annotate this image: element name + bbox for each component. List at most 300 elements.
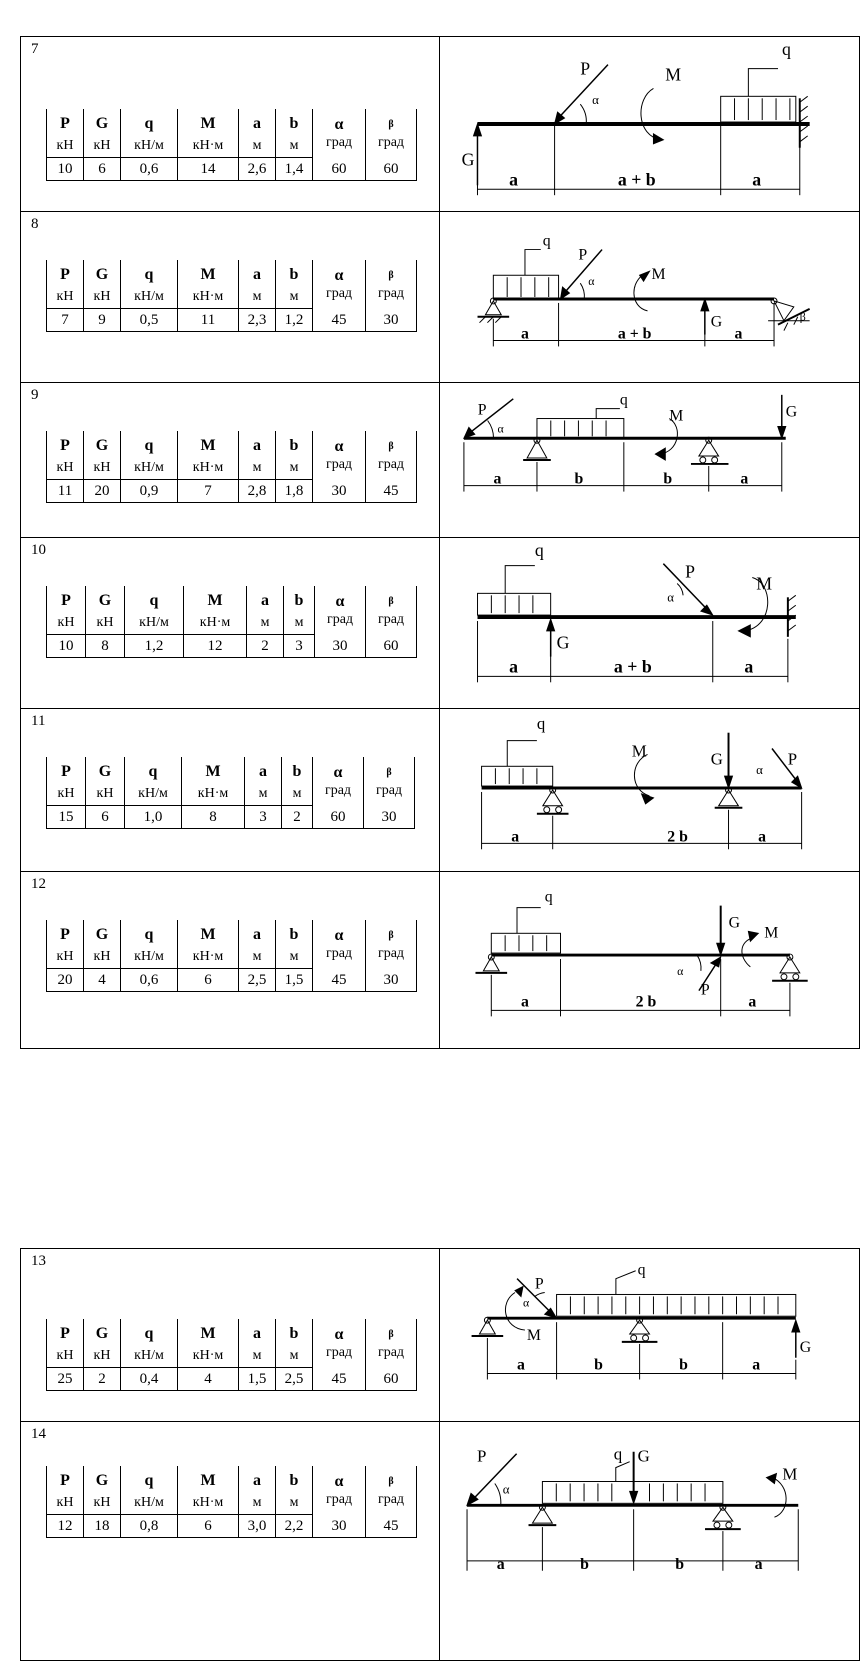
beam-scheme — [440, 1422, 859, 1660]
header-M: M — [178, 260, 239, 286]
roller-support — [543, 790, 563, 806]
unit-q: кН/м — [121, 1345, 178, 1368]
unit-b: м — [276, 135, 313, 158]
header-a: a — [239, 1466, 276, 1492]
value-M: 7 — [178, 480, 239, 503]
variant-14-scheme — [440, 1422, 859, 1660]
label-P: P — [578, 246, 588, 264]
value-q: 0,6 — [121, 158, 178, 181]
header-P: P — [47, 757, 86, 783]
variant-number: 11 — [31, 713, 46, 729]
unit-G: кН — [86, 783, 125, 806]
variant-number: 14 — [31, 1426, 46, 1442]
label-q: q — [534, 539, 544, 560]
header-a: a — [239, 109, 276, 135]
value-a: 2,6 — [239, 158, 276, 181]
value-alpha: 30 — [315, 635, 366, 658]
header-G: G — [84, 431, 121, 457]
label-q: q — [781, 38, 791, 59]
value-P: 15 — [47, 806, 86, 829]
header-a: a — [247, 586, 284, 612]
value-G: 18 — [84, 1515, 121, 1538]
unit-a: м — [239, 286, 276, 309]
label-M: M — [631, 741, 647, 761]
pin-support — [483, 957, 499, 971]
header-b: b — [276, 431, 313, 457]
header-alpha: α град — [313, 1319, 366, 1368]
variant-number: 9 — [31, 387, 39, 403]
value-beta: 60 — [366, 635, 417, 658]
header-P: P — [47, 260, 84, 286]
dim-a: a — [754, 1555, 763, 1573]
distributed-load-q — [478, 593, 551, 615]
value-alpha: 45 — [313, 309, 366, 332]
distributed-load-q — [482, 766, 553, 786]
value-alpha: 60 — [313, 158, 366, 181]
label-M: M — [764, 924, 779, 942]
moment-M — [742, 937, 754, 967]
header-q: q — [121, 431, 178, 457]
value-a: 2,3 — [239, 309, 276, 332]
label-P: P — [580, 58, 591, 79]
header-alpha: α град — [313, 1466, 366, 1515]
header-G: G — [84, 920, 121, 946]
parameter-table — [46, 260, 417, 332]
dim-a: a — [520, 993, 529, 1011]
header-q: q — [121, 920, 178, 946]
label-G: G — [785, 403, 798, 421]
value-beta: 45 — [366, 1515, 417, 1538]
value-M: 12 — [184, 635, 247, 658]
unit-q: кН/м — [121, 946, 178, 969]
parameter-table — [46, 109, 417, 181]
header-b: b — [276, 1466, 313, 1492]
value-a: 3,0 — [239, 1515, 276, 1538]
header-G: G — [84, 1319, 121, 1345]
variant-11-scheme — [440, 709, 859, 871]
value-q: 0,8 — [121, 1515, 178, 1538]
header-b: b — [276, 1319, 313, 1345]
variant-number: 8 — [31, 216, 39, 232]
label-P: P — [534, 1275, 544, 1293]
distributed-load-q — [491, 933, 560, 953]
value-alpha: 45 — [313, 1368, 366, 1391]
dim-b: b — [574, 470, 584, 488]
header-b: b — [276, 260, 313, 286]
variant-7-scheme — [440, 37, 859, 211]
value-M: 6 — [178, 969, 239, 992]
variant-10-scheme — [440, 538, 859, 708]
distributed-load-q — [721, 96, 796, 122]
label-q: q — [536, 713, 546, 733]
beam-scheme — [440, 538, 859, 708]
dim-a: a — [517, 1356, 525, 1374]
value-G: 2 — [84, 1368, 121, 1391]
label-alpha: α — [497, 421, 504, 436]
header-M: M — [178, 1466, 239, 1492]
dim-b: b — [594, 1356, 603, 1374]
value-a: 2,8 — [239, 480, 276, 503]
parameter-table — [46, 586, 417, 658]
unit-a: м — [239, 457, 276, 480]
label-alpha: α — [588, 274, 595, 289]
header-P: P — [47, 1319, 84, 1345]
label-M: M — [782, 1464, 798, 1484]
label-G: G — [556, 632, 570, 653]
moment-M — [641, 88, 661, 139]
dim-a: a — [493, 470, 502, 488]
header-q: q — [121, 260, 178, 286]
header-alpha: α град — [313, 431, 366, 480]
unit-P: кН — [47, 135, 84, 158]
value-G: 4 — [84, 969, 121, 992]
variant-9-scheme — [440, 383, 859, 537]
value-P: 25 — [47, 1368, 84, 1391]
header-a: a — [239, 920, 276, 946]
label-q: q — [544, 888, 553, 906]
distributed-load-q — [557, 1294, 796, 1316]
header-alpha: α град — [313, 260, 366, 309]
label-M: M — [665, 64, 682, 85]
header-alpha: α град — [315, 586, 366, 635]
header-beta: β град — [366, 920, 417, 969]
pin-support — [719, 790, 739, 806]
value-alpha: 30 — [313, 480, 366, 503]
roller-support — [713, 1507, 733, 1521]
header-M: M — [178, 1319, 239, 1345]
value-b: 1,4 — [276, 158, 313, 181]
header-alpha: α град — [313, 109, 366, 158]
unit-b: м — [276, 1492, 313, 1515]
header-beta: β град — [366, 109, 417, 158]
unit-G: кН — [84, 946, 121, 969]
label-q: q — [613, 1444, 623, 1464]
dim-a: a — [758, 828, 767, 846]
header-alpha: α град — [313, 920, 366, 969]
value-a: 2 — [247, 635, 284, 658]
dim-b: b — [675, 1555, 685, 1573]
dim-a-plus-b: a + b — [617, 169, 656, 190]
label-P: P — [700, 981, 710, 999]
header-P: P — [47, 920, 84, 946]
unit-G: кН — [84, 135, 121, 158]
unit-q: кН/м — [121, 1492, 178, 1515]
label-P: P — [787, 749, 798, 769]
header-beta: β град — [364, 757, 415, 806]
header-alpha: α град — [313, 757, 364, 806]
value-P: 20 — [47, 969, 84, 992]
parameter-table — [46, 1466, 417, 1538]
unit-P: кН — [47, 457, 84, 480]
value-P: 12 — [47, 1515, 84, 1538]
moment-M — [634, 754, 649, 795]
header-beta: β град — [366, 586, 417, 635]
dim-a: a — [748, 993, 757, 1011]
value-alpha: 30 — [313, 1515, 366, 1538]
header-G: G — [84, 109, 121, 135]
value-b: 1,2 — [276, 309, 313, 332]
unit-q: кН/м — [121, 135, 178, 158]
variant-11 — [20, 708, 860, 872]
header-q: q — [121, 109, 178, 135]
variant-7-data — [21, 37, 440, 211]
variant-number: 13 — [31, 1253, 46, 1269]
unit-a: м — [239, 1492, 276, 1515]
value-b: 1,8 — [276, 480, 313, 503]
beam-scheme — [440, 383, 859, 537]
unit-G: кН — [84, 1492, 121, 1515]
unit-b: м — [276, 1345, 313, 1368]
header-G: G — [86, 757, 125, 783]
label-alpha: α — [677, 963, 684, 978]
unit-P: кН — [47, 946, 84, 969]
value-b: 2,5 — [276, 1368, 313, 1391]
value-G: 20 — [84, 480, 121, 503]
value-alpha: 45 — [313, 969, 366, 992]
variant-13-data — [21, 1249, 440, 1421]
unit-q: кН/м — [121, 286, 178, 309]
header-a: a — [245, 757, 282, 783]
parameter-table — [46, 431, 417, 503]
parameter-table — [46, 1319, 417, 1391]
value-P: 11 — [47, 480, 84, 503]
label-G: G — [799, 1338, 812, 1356]
unit-a: м — [247, 612, 284, 635]
value-b: 2 — [282, 806, 313, 829]
parameter-table — [46, 757, 415, 829]
variant-12-scheme — [440, 872, 859, 1048]
variant-14-data — [21, 1422, 440, 1660]
value-b: 2,2 — [276, 1515, 313, 1538]
label-M: M — [669, 407, 684, 425]
dim-a: a — [511, 828, 520, 846]
unit-q: кН/м — [125, 612, 184, 635]
header-a: a — [239, 1319, 276, 1345]
value-G: 6 — [86, 806, 125, 829]
unit-a: м — [239, 135, 276, 158]
variant-8-scheme — [440, 212, 859, 382]
variant-9 — [20, 382, 860, 538]
unit-b: м — [276, 286, 313, 309]
variant-12-data — [21, 872, 440, 1048]
dim-a: a — [521, 325, 529, 343]
value-M: 6 — [178, 1515, 239, 1538]
dim-2b: 2 b — [635, 993, 657, 1011]
value-P: 7 — [47, 309, 84, 332]
value-q: 0,9 — [121, 480, 178, 503]
unit-q: кН/м — [121, 457, 178, 480]
header-G: G — [84, 260, 121, 286]
value-P: 10 — [47, 158, 84, 181]
unit-P: кН — [47, 1345, 84, 1368]
value-q: 1,2 — [125, 635, 184, 658]
value-G: 6 — [84, 158, 121, 181]
value-beta: 60 — [366, 1368, 417, 1391]
header-q: q — [125, 586, 184, 612]
header-M: M — [182, 757, 245, 783]
value-q: 1,0 — [125, 806, 182, 829]
header-beta: β град — [366, 431, 417, 480]
label-beta: β — [799, 309, 806, 324]
header-b: b — [282, 757, 313, 783]
unit-P: кН — [47, 783, 86, 806]
value-beta: 30 — [366, 309, 417, 332]
header-P: P — [47, 586, 86, 612]
pin-support — [485, 301, 501, 315]
header-M: M — [178, 431, 239, 457]
label-G: G — [637, 1446, 650, 1466]
beam-scheme — [440, 212, 859, 382]
header-M: M — [178, 109, 239, 135]
label-M: M — [756, 573, 773, 594]
unit-a: м — [245, 783, 282, 806]
header-b: b — [276, 920, 313, 946]
roller-support — [699, 440, 719, 456]
variant-8-data — [21, 212, 440, 382]
header-M: M — [178, 920, 239, 946]
unit-M: кН·м — [184, 612, 247, 635]
variant-12 — [20, 871, 860, 1049]
dim-a: a — [752, 1356, 761, 1374]
dim-b: b — [663, 470, 673, 488]
label-q: q — [542, 232, 551, 250]
header-beta: β град — [366, 1466, 417, 1515]
value-beta: 60 — [366, 158, 417, 181]
unit-M: кН·м — [182, 783, 245, 806]
unit-G: кН — [84, 286, 121, 309]
dim-a-plus-b: a + b — [617, 325, 652, 343]
label-q: q — [619, 391, 628, 409]
unit-P: кН — [47, 286, 84, 309]
pin-support — [479, 1320, 495, 1334]
dim-a: a — [744, 656, 754, 677]
label-alpha: α — [502, 1482, 510, 1497]
value-P: 10 — [47, 635, 86, 658]
dim-b: b — [580, 1555, 589, 1573]
unit-G: кН — [84, 1345, 121, 1368]
variant-number: 10 — [31, 542, 46, 558]
variant-13-scheme — [440, 1249, 859, 1421]
unit-b: м — [284, 612, 315, 635]
header-beta: β град — [366, 260, 417, 309]
variant-7 — [20, 36, 860, 212]
value-beta: 30 — [366, 969, 417, 992]
unit-b: м — [276, 946, 313, 969]
variant-number: 7 — [31, 41, 39, 57]
unit-b: м — [276, 457, 313, 480]
value-G: 8 — [86, 635, 125, 658]
unit-M: кН·м — [178, 135, 239, 158]
beam-scheme — [440, 709, 859, 871]
variant-10 — [20, 537, 860, 709]
header-b: b — [284, 586, 315, 612]
value-M: 8 — [182, 806, 245, 829]
value-a: 1,5 — [239, 1368, 276, 1391]
label-alpha: α — [667, 590, 675, 605]
value-b: 1,5 — [276, 969, 313, 992]
roller-support — [630, 1320, 650, 1334]
header-P: P — [47, 1466, 84, 1492]
label-G: G — [461, 149, 475, 170]
label-alpha: α — [522, 1295, 530, 1310]
variant-14 — [20, 1421, 860, 1661]
value-q: 0,5 — [121, 309, 178, 332]
unit-b: м — [282, 783, 313, 806]
beam-scheme — [440, 37, 859, 211]
beam-scheme — [440, 872, 859, 1048]
dim-a: a — [752, 169, 762, 190]
unit-M: кН·м — [178, 946, 239, 969]
header-q: q — [121, 1466, 178, 1492]
unit-P: кН — [47, 612, 86, 635]
label-alpha: α — [756, 763, 763, 778]
variant-9-data — [21, 383, 440, 537]
label-P: P — [476, 1446, 487, 1466]
value-beta: 45 — [366, 480, 417, 503]
label-P: P — [477, 401, 487, 419]
unit-G: кН — [84, 457, 121, 480]
dim-2b: 2 b — [667, 828, 688, 846]
value-M: 11 — [178, 309, 239, 332]
value-b: 3 — [284, 635, 315, 658]
variant-10-data — [21, 538, 440, 708]
parameter-table — [46, 920, 417, 992]
dim-a: a — [509, 169, 519, 190]
unit-a: м — [239, 1345, 276, 1368]
unit-G: кН — [86, 612, 125, 635]
value-alpha: 60 — [313, 806, 364, 829]
header-b: b — [276, 109, 313, 135]
header-q: q — [125, 757, 182, 783]
dim-b: b — [679, 1356, 688, 1374]
unit-q: кН/м — [125, 783, 182, 806]
unit-M: кН·м — [178, 286, 239, 309]
value-beta: 30 — [364, 806, 415, 829]
header-q: q — [121, 1319, 178, 1345]
label-M: M — [526, 1326, 541, 1344]
value-q: 0,6 — [121, 969, 178, 992]
label-G: G — [710, 313, 723, 331]
header-a: a — [239, 260, 276, 286]
value-a: 3 — [245, 806, 282, 829]
unit-a: м — [239, 946, 276, 969]
label-P: P — [685, 561, 695, 582]
dim-a: a — [496, 1555, 505, 1573]
value-q: 0,4 — [121, 1368, 178, 1391]
header-a: a — [239, 431, 276, 457]
value-M: 4 — [178, 1368, 239, 1391]
unit-M: кН·м — [178, 1492, 239, 1515]
label-M: M — [651, 266, 666, 284]
label-G: G — [728, 914, 741, 932]
dim-a: a — [509, 656, 519, 677]
unit-M: кН·м — [178, 1345, 239, 1368]
value-M: 14 — [178, 158, 239, 181]
beam-scheme — [440, 1249, 859, 1421]
pin-support — [532, 1507, 552, 1523]
value-a: 2,5 — [239, 969, 276, 992]
header-M: M — [184, 586, 247, 612]
header-beta: β град — [366, 1319, 417, 1368]
label-G: G — [710, 749, 723, 769]
dim-a: a — [740, 470, 749, 488]
header-G: G — [86, 586, 125, 612]
variant-number: 12 — [31, 876, 46, 892]
unit-M: кН·м — [178, 457, 239, 480]
roller-support — [780, 957, 800, 973]
unit-P: кН — [47, 1492, 84, 1515]
dim-a-plus-b: a + b — [613, 656, 652, 677]
